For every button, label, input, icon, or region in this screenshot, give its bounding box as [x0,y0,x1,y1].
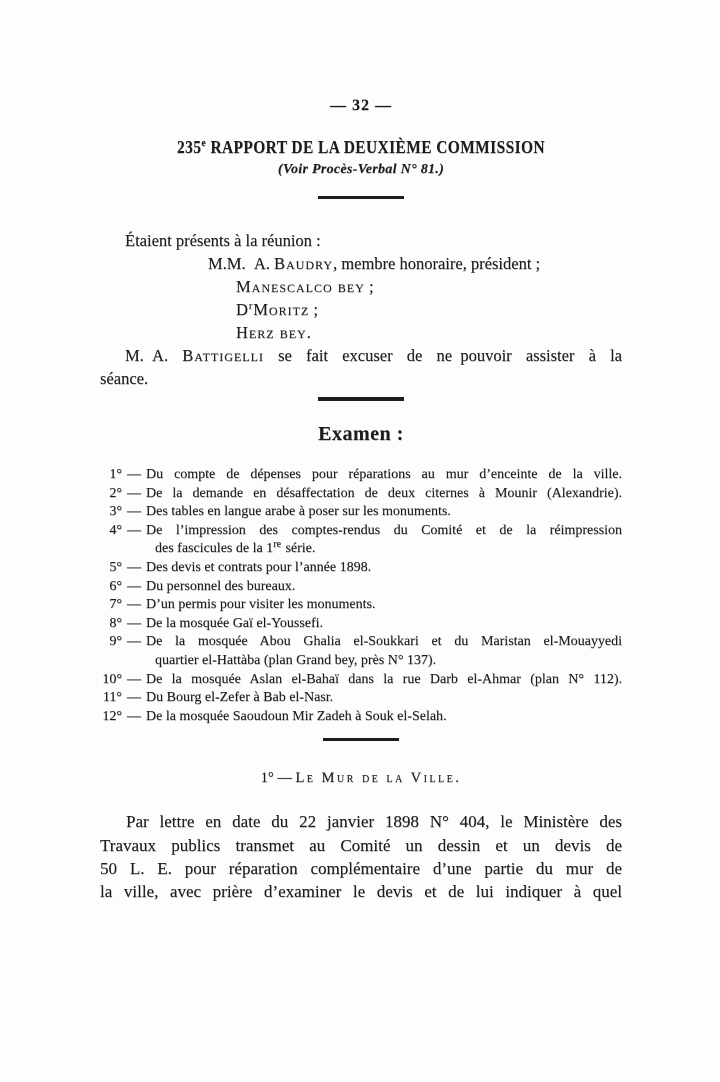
attendee-punct: ; [364,277,374,296]
excuse-prefix: M. A. [125,346,183,365]
attendee-line-manescalco [236,275,622,298]
item-dash: — [127,597,141,613]
divider-rule-bottom [323,738,399,741]
item-dash: — [127,615,141,631]
attendee-title-sup: r [248,300,253,312]
item-number: 4° [109,522,122,538]
item-number: 10° [102,671,122,687]
item-text: De la mosquée Aslan el-Bahaï dans la rue Darb el-Ahmar (plan N° 112). [146,671,622,687]
item-number: 7° [109,597,122,613]
examen-section [100,466,622,726]
excuse-continuation: séance. [100,369,149,388]
item-dash: — [127,504,141,520]
paragraph-line-2: Travaux publics transmet au Comité un dessin et un devis de [100,835,622,855]
item-number: 3° [109,504,122,520]
item-dash: — [127,578,141,594]
item-text: série. [281,541,316,557]
attendee-name: Moritz [253,300,310,319]
attendance-section [100,229,622,390]
item-text: De la mosquée Gaï el-Youssefi. [146,615,324,631]
item-text: Du Bourg el-Zefer à Bab el-Nasr. [146,690,334,706]
attendee-punct: . [306,323,311,342]
examen-item-4 [100,522,622,541]
divider-rule-top [318,196,404,199]
excuse-text: se fait excuser de ne pouvoir assister à la [263,346,622,365]
attendee-name: Baudry [274,254,334,273]
section-title: Le Mur de la Ville. [295,770,462,787]
page-number: — 32 — [330,97,392,114]
examen-item-12 [100,708,622,727]
paragraph-line-3: 50 L. E. pour réparation complémentaire d’une partie du mur de [100,858,622,878]
report-title [131,136,590,158]
item-number: 11° [102,690,122,706]
item-dash: — [127,671,141,687]
attendee-role: , membre honoraire, président ; [333,254,541,273]
section-number: 1° [260,770,274,787]
attendee-line-herz [236,321,622,344]
body-paragraph [100,810,622,903]
examen-item-3 [100,503,622,522]
item-text: De la mosquée Abou Ghalia el-Soukkari et du Maristan el-Mouayyedi [146,634,622,650]
attendee-line-moritz [236,298,622,321]
item-dash: — [127,485,141,501]
examen-item-1 [100,466,622,485]
report-title-number: 235 [176,137,202,157]
item-text: quartier el-Hattàba (plan Grand bey, près N° 137). [155,652,437,668]
item-text: De la demande en désaffectation de deux citernes à Mounir (Alexandrie). [146,485,622,501]
item-number: 9° [109,634,122,650]
paragraph-line-4: la ville, avec prière d’examiner le devis et de lui indiquer à quel [100,882,622,902]
item-number: 2° [109,485,122,501]
examen-item-7 [100,596,622,615]
report-subtitle: (Voir Procès-Verbal N° 81.) [277,162,445,177]
section-dash: — [277,770,292,787]
item-text: D’un permis pour visiter les monuments. [146,597,376,613]
report-title-text: RAPPORT DE LA DEUXIÈME COMMISSION [206,137,546,157]
item-number: 12° [102,708,122,724]
attendee-line-baudry [208,252,622,275]
examen-item-4-continuation [100,540,622,559]
item-dash: — [127,634,141,650]
examen-item-8 [100,615,622,634]
examen-item-9-continuation [100,652,622,671]
item-text: Du personnel des bureaux. [146,578,296,594]
item-number: 6° [109,578,122,594]
item-dash: — [127,559,141,575]
report-title-ordinal: e [201,137,207,150]
item-dash: — [127,708,141,724]
item-text: De l’impression des comptes-rendus du Comité et de la réimpression [146,522,622,538]
examen-item-6 [100,578,622,597]
attendance-intro: Étaient présents à la réunion : [125,231,321,250]
examen-item-10 [100,671,622,690]
item-number: 8° [109,615,122,631]
item-number: 5° [109,559,122,575]
examen-item-5 [100,559,622,578]
attendee-name: Battigelli [182,346,264,365]
examen-item-11 [100,689,622,708]
paragraph-line-1: Par lettre en date du 22 janvier 1898 N° 404, le Ministère des [126,812,622,832]
item-dash: — [127,522,141,538]
item-text: Des tables en langue arabe à poser sur les monuments. [146,504,451,520]
section-heading-mur-de-la-ville [100,769,622,788]
divider-rule-middle [318,397,404,401]
item-text: De la mosquée Saoudoun Mir Zadeh à Souk el-Selah. [146,708,447,724]
item-dash: — [127,467,141,482]
attendee-prefix: M.M. A. [208,254,275,273]
attendee-punct: ; [309,300,318,319]
item-dash: — [127,690,141,706]
attendee-title: D [236,300,249,319]
item-text-sup: re [273,538,281,550]
item-text: Des devis et contrats pour l’année 1898. [146,559,372,575]
item-text: des fascicules de la 1 [155,541,274,557]
examen-item-2 [100,485,622,504]
examen-heading: Examen : [318,423,404,445]
attendee-name: Herz bey [236,323,307,342]
excuse-line [100,344,622,367]
attendee-name: Manescalco bey [236,277,365,296]
item-text: Du compte de dépenses pour réparations au mur d’enceinte de la ville. [146,467,622,482]
examen-item-9 [100,633,622,652]
item-number: 1° [109,467,122,482]
